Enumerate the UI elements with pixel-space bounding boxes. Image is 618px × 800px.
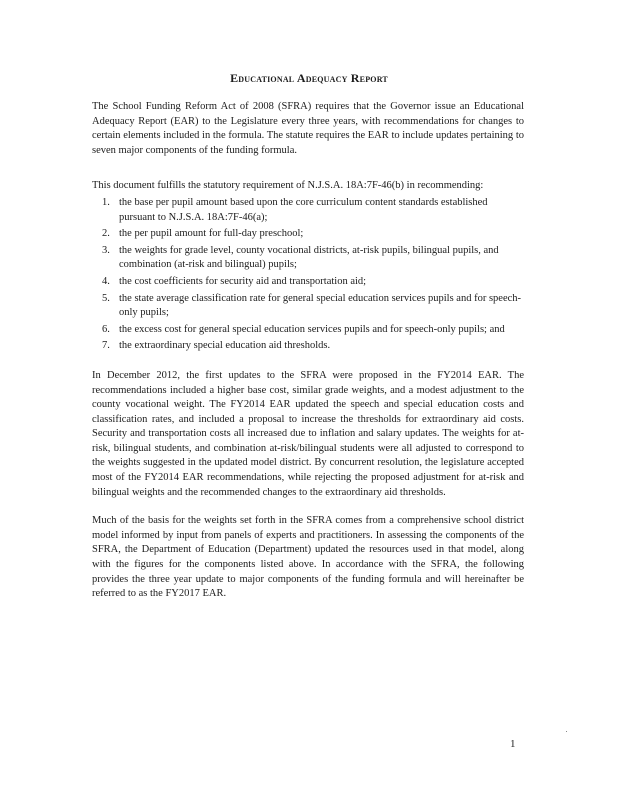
history-paragraph: In December 2012, the first updates to the SFRA were proposed in the FY2014 EAR. The recommendations included a higher base cost, similar grade weights, and a modest adjustment to the county vocational weight. The FY2014 EAR updated the speech and special education costs and classification rates, and included a proposal to increase the thresholds for extraordinary aid costs. Security and transportation costs all increased due to inflation and salary updates. The weights for at-risk, bilingual students, and combination at-risk/bilingual students were all adjusted to correspond to the weights suggested in the updated model district. By concurrent resolution, the legislature accepted most of the FY2014 EAR recommendations, while rejecting the proposed adjustment for at-risk and bilingual weights and the recommended changes to the extraordinary aid thresholds. xyxy=(92,369,524,498)
list-item-text: the weights for grade level, county vocational districts, at-risk pupils, bilingual pupils, and combination (at-risk and bilingual) pupils; xyxy=(119,244,499,271)
list-item-text: the per pupil amount for full-day preschool; xyxy=(119,228,304,240)
list-item xyxy=(102,323,524,338)
list-item xyxy=(102,244,524,273)
list-item xyxy=(102,196,524,225)
list-item-number: 1. xyxy=(102,196,110,208)
document-body xyxy=(92,100,524,602)
list-item xyxy=(102,339,524,354)
list-item-number: 5. xyxy=(102,292,110,304)
list-item-text: the excess cost for general special education services pupils and for speech-only pupils; and xyxy=(119,323,505,335)
requirement-intro: This document fulfills the statutory requirement of N.J.S.A. 18A:7F-46(b) in recommending: xyxy=(92,180,484,192)
list-item-number: 3. xyxy=(102,244,110,256)
document-title: Educational Adequacy Report xyxy=(230,71,388,85)
list-item-number: 6. xyxy=(102,323,110,335)
list-item-text: the extraordinary special education aid thresholds. xyxy=(119,340,331,352)
list-item xyxy=(102,292,524,321)
page-number: 1 xyxy=(510,738,516,750)
list-item xyxy=(102,275,524,290)
intro-paragraph: The School Funding Reform Act of 2008 (SFRA) requires that the Governor issue an Educational Adequacy Report (EAR) to the Legislature every three years, with recommendations for changes to certain elements included in the formula. The statute requires the EAR to include updates pertaining to seven major components of the funding formula. xyxy=(92,101,524,156)
list-item-number: 7. xyxy=(102,340,110,352)
list-item-text: the cost coefficients for security aid and transportation aid; xyxy=(119,275,367,287)
components-list xyxy=(92,196,524,354)
basis-paragraph: Much of the basis for the weights set forth in the SFRA comes from a comprehensive school district model informed by input from panels of experts and practitioners. In assessing the components of the SFRA, the Department of Education (Department) updated the resources used in that model, along with the figures for the components listed above. In accordance with the SFRA, the following provides the three year update to major components of the funding formula and will hereinafter be referred to as the FY2017 EAR. xyxy=(92,515,524,600)
scan-speck xyxy=(566,731,567,732)
list-item-number: 4. xyxy=(102,275,110,287)
list-item-text: the state average classification rate for general special education services pupils and for speech-only pupils; xyxy=(119,292,522,319)
list-item xyxy=(102,227,524,242)
list-item-text: the base per pupil amount based upon the core curriculum content standards established pursuant to N.J.S.A. 18A:7F-46(a); xyxy=(119,196,488,223)
list-item-number: 2. xyxy=(102,228,110,240)
